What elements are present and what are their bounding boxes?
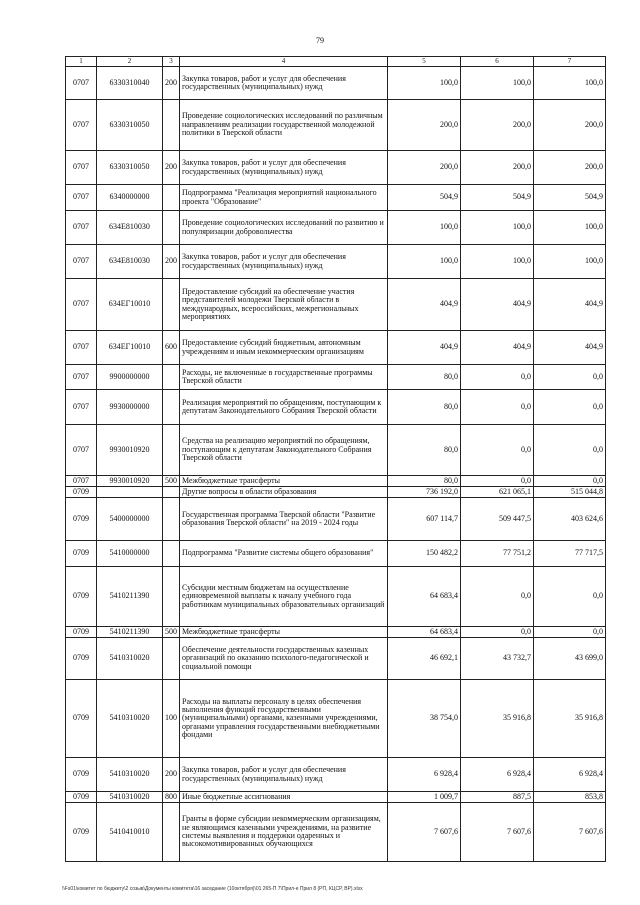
expense-type-cell xyxy=(163,390,180,425)
amount-year1-cell: 80,0 xyxy=(388,390,461,425)
amount-year1-cell: 80,0 xyxy=(388,365,461,390)
expense-type-cell: 100 xyxy=(163,680,180,758)
amount-year3-cell: 6 928,4 xyxy=(534,758,606,792)
item-name-cell: Закупка товаров, работ и услуг для обеспечения государственных (муниципальных) нужд xyxy=(180,758,388,792)
amount-year1-cell: 404,9 xyxy=(388,331,461,365)
item-name-cell: Предоставление субсидий на обеспечение участия представителей молодежи Тверской области в международных, всероссийских, межрегиональных мероприятиях xyxy=(180,279,388,331)
amount-year1-cell: 404,9 xyxy=(388,279,461,331)
amount-year3-cell: 404,9 xyxy=(534,279,606,331)
table-row xyxy=(66,541,606,567)
target-article-cell: 6330310040 xyxy=(97,67,163,100)
table-row xyxy=(66,67,606,100)
amount-year1-cell: 736 192,0 xyxy=(388,487,461,498)
column-number-row xyxy=(66,57,606,67)
table-row xyxy=(66,476,606,487)
section-code-cell: 0707 xyxy=(66,365,97,390)
amount-year3-cell: 0,0 xyxy=(534,425,606,476)
item-name-cell: Расходы, не включенные в государственные программы Тверской области xyxy=(180,365,388,390)
amount-year2-cell: 504,9 xyxy=(461,185,534,211)
column-number: 3 xyxy=(163,57,180,67)
target-article-cell: 6330310050 xyxy=(97,100,163,151)
amount-year1-cell: 100,0 xyxy=(388,211,461,245)
target-article-cell xyxy=(97,487,163,498)
amount-year3-cell: 853,8 xyxy=(534,792,606,803)
table-row xyxy=(66,680,606,758)
amount-year1-cell: 504,9 xyxy=(388,185,461,211)
table-row xyxy=(66,758,606,792)
item-name-cell: Иные бюджетные ассигнования xyxy=(180,792,388,803)
target-article-cell: 634E810030 xyxy=(97,211,163,245)
section-code-cell: 0709 xyxy=(66,627,97,638)
target-article-cell: 6330310050 xyxy=(97,151,163,185)
file-path-footer: \\Fs01\комитет по бюджету\2 созыв\Документы комитета\16 заседание (10октября)\01 265-П 7\Прил-е Прил 8 (РП, КЦСР, ВР).xlsx xyxy=(62,886,363,892)
expense-type-cell xyxy=(163,498,180,541)
expense-type-cell xyxy=(163,567,180,627)
table-row xyxy=(66,245,606,279)
expense-type-cell: 200 xyxy=(163,151,180,185)
section-code-cell: 0709 xyxy=(66,498,97,541)
section-code-cell: 0709 xyxy=(66,680,97,758)
amount-year3-cell: 0,0 xyxy=(534,627,606,638)
amount-year2-cell: 0,0 xyxy=(461,627,534,638)
item-name-cell: Подпрограмма "Реализация мероприятий национального проекта "Образование" xyxy=(180,185,388,211)
table-row xyxy=(66,627,606,638)
expense-type-cell xyxy=(163,185,180,211)
expense-type-cell xyxy=(163,365,180,390)
item-name-cell: Межбюджетные трансферты xyxy=(180,476,388,487)
amount-year2-cell: 100,0 xyxy=(461,245,534,279)
expense-type-cell xyxy=(163,803,180,862)
amount-year2-cell: 43 732,7 xyxy=(461,638,534,680)
target-article-cell: 5410000000 xyxy=(97,541,163,567)
target-article-cell: 634ЕГ10010 xyxy=(97,331,163,365)
expense-type-cell: 500 xyxy=(163,476,180,487)
item-name-cell: Государственная программа Тверской области "Развитие образования Тверской области" на 2019 - 2024 годы xyxy=(180,498,388,541)
section-code-cell: 0709 xyxy=(66,567,97,627)
item-name-cell: Обеспечение деятельности государственных казенных организаций по оказанию психолого-педагогической и социальной помощи xyxy=(180,638,388,680)
section-code-cell: 0707 xyxy=(66,476,97,487)
amount-year3-cell: 7 607,6 xyxy=(534,803,606,862)
section-code-cell: 0709 xyxy=(66,758,97,792)
section-code-cell: 0709 xyxy=(66,487,97,498)
section-code-cell: 0707 xyxy=(66,279,97,331)
target-article-cell: 634ЕГ10010 xyxy=(97,279,163,331)
table-row xyxy=(66,425,606,476)
target-article-cell: 5410410010 xyxy=(97,803,163,862)
amount-year3-cell: 504,9 xyxy=(534,185,606,211)
amount-year3-cell: 100,0 xyxy=(534,245,606,279)
amount-year2-cell: 0,0 xyxy=(461,365,534,390)
item-name-cell: Подпрограмма "Развитие системы общего образования" xyxy=(180,541,388,567)
amount-year3-cell: 0,0 xyxy=(534,567,606,627)
expense-type-cell xyxy=(163,487,180,498)
expense-type-cell xyxy=(163,279,180,331)
table-row xyxy=(66,567,606,627)
column-number: 4 xyxy=(180,57,388,67)
amount-year1-cell: 80,0 xyxy=(388,476,461,487)
amount-year2-cell: 404,9 xyxy=(461,331,534,365)
amount-year2-cell: 7 607,6 xyxy=(461,803,534,862)
item-name-cell: Предоставление субсидий бюджетным, автономным учреждениям и иным некоммерческим организациям xyxy=(180,331,388,365)
column-number: 7 xyxy=(534,57,606,67)
column-number: 2 xyxy=(97,57,163,67)
amount-year1-cell: 6 928,4 xyxy=(388,758,461,792)
amount-year1-cell: 200,0 xyxy=(388,151,461,185)
column-number: 1 xyxy=(66,57,97,67)
table-row xyxy=(66,498,606,541)
expense-type-cell: 200 xyxy=(163,758,180,792)
item-name-cell: Межбюджетные трансферты xyxy=(180,627,388,638)
amount-year1-cell: 100,0 xyxy=(388,245,461,279)
column-number: 5 xyxy=(388,57,461,67)
amount-year2-cell: 0,0 xyxy=(461,425,534,476)
table-row xyxy=(66,487,606,498)
amount-year1-cell: 100,0 xyxy=(388,67,461,100)
amount-year2-cell: 6 928,4 xyxy=(461,758,534,792)
section-code-cell: 0707 xyxy=(66,67,97,100)
amount-year1-cell: 200,0 xyxy=(388,100,461,151)
amount-year3-cell: 43 699,0 xyxy=(534,638,606,680)
table-row xyxy=(66,151,606,185)
expense-type-cell xyxy=(163,211,180,245)
amount-year2-cell: 0,0 xyxy=(461,567,534,627)
target-article-cell: 634E810030 xyxy=(97,245,163,279)
amount-year3-cell: 0,0 xyxy=(534,476,606,487)
expense-type-cell xyxy=(163,100,180,151)
table-row xyxy=(66,792,606,803)
amount-year3-cell: 100,0 xyxy=(534,67,606,100)
amount-year3-cell: 403 624,6 xyxy=(534,498,606,541)
expense-type-cell: 600 xyxy=(163,331,180,365)
amount-year2-cell: 77 751,2 xyxy=(461,541,534,567)
amount-year2-cell: 0,0 xyxy=(461,390,534,425)
section-code-cell: 0709 xyxy=(66,803,97,862)
section-code-cell: 0709 xyxy=(66,792,97,803)
item-name-cell: Проведение социологических исследований по различным направлениям реализации государственной молодежной политики в Тверской области xyxy=(180,100,388,151)
section-code-cell: 0707 xyxy=(66,100,97,151)
item-name-cell: Проведение социологических исследований по развитию и популяризации добровольчества xyxy=(180,211,388,245)
expense-type-cell: 500 xyxy=(163,627,180,638)
expense-type-cell: 800 xyxy=(163,792,180,803)
target-article-cell: 9900000000 xyxy=(97,365,163,390)
item-name-cell: Закупка товаров, работ и услуг для обеспечения государственных (муниципальных) нужд xyxy=(180,67,388,100)
amount-year3-cell: 200,0 xyxy=(534,151,606,185)
expense-type-cell xyxy=(163,541,180,567)
section-code-cell: 0707 xyxy=(66,211,97,245)
expense-type-cell: 200 xyxy=(163,245,180,279)
target-article-cell: 5410211390 xyxy=(97,627,163,638)
target-article-cell: 9930010920 xyxy=(97,476,163,487)
item-name-cell: Другие вопросы в области образования xyxy=(180,487,388,498)
amount-year1-cell: 1 009,7 xyxy=(388,792,461,803)
target-article-cell: 5410310020 xyxy=(97,792,163,803)
table-row xyxy=(66,365,606,390)
item-name-cell: Закупка товаров, работ и услуг для обеспечения государственных (муниципальных) нужд xyxy=(180,151,388,185)
expense-type-cell: 200 xyxy=(163,67,180,100)
target-article-cell: 5410310020 xyxy=(97,638,163,680)
amount-year3-cell: 100,0 xyxy=(534,211,606,245)
section-code-cell: 0707 xyxy=(66,185,97,211)
amount-year2-cell: 100,0 xyxy=(461,67,534,100)
amount-year1-cell: 64 683,4 xyxy=(388,627,461,638)
amount-year1-cell: 64 683,4 xyxy=(388,567,461,627)
target-article-cell: 5400000000 xyxy=(97,498,163,541)
table-row xyxy=(66,185,606,211)
section-code-cell: 0707 xyxy=(66,151,97,185)
amount-year1-cell: 80,0 xyxy=(388,425,461,476)
amount-year2-cell: 200,0 xyxy=(461,151,534,185)
target-article-cell: 5410310020 xyxy=(97,680,163,758)
section-code-cell: 0707 xyxy=(66,331,97,365)
amount-year2-cell: 887,5 xyxy=(461,792,534,803)
amount-year1-cell: 7 607,6 xyxy=(388,803,461,862)
amount-year3-cell: 0,0 xyxy=(534,365,606,390)
budget-table xyxy=(65,56,606,862)
table-row xyxy=(66,331,606,365)
amount-year2-cell: 404,9 xyxy=(461,279,534,331)
table-row xyxy=(66,211,606,245)
amount-year1-cell: 150 482,2 xyxy=(388,541,461,567)
amount-year3-cell: 77 717,5 xyxy=(534,541,606,567)
target-article-cell: 9930000000 xyxy=(97,390,163,425)
item-name-cell: Закупка товаров, работ и услуг для обеспечения государственных (муниципальных) нужд xyxy=(180,245,388,279)
amount-year3-cell: 0,0 xyxy=(534,390,606,425)
section-code-cell: 0709 xyxy=(66,541,97,567)
amount-year2-cell: 35 916,8 xyxy=(461,680,534,758)
target-article-cell: 9930010920 xyxy=(97,425,163,476)
section-code-cell: 0707 xyxy=(66,390,97,425)
expense-type-cell xyxy=(163,638,180,680)
amount-year3-cell: 515 044,8 xyxy=(534,487,606,498)
target-article-cell: 5410310020 xyxy=(97,758,163,792)
table-row xyxy=(66,279,606,331)
amount-year3-cell: 35 916,8 xyxy=(534,680,606,758)
section-code-cell: 0707 xyxy=(66,245,97,279)
item-name-cell: Средства на реализацию мероприятий по обращениям, поступающим к депутатам Законодательного Собрания Тверской области xyxy=(180,425,388,476)
amount-year1-cell: 38 754,0 xyxy=(388,680,461,758)
amount-year2-cell: 621 065,1 xyxy=(461,487,534,498)
column-number: 6 xyxy=(461,57,534,67)
amount-year3-cell: 200,0 xyxy=(534,100,606,151)
section-code-cell: 0709 xyxy=(66,638,97,680)
amount-year3-cell: 404,9 xyxy=(534,331,606,365)
item-name-cell: Реализация мероприятий по обращениям, поступающим к депутатам Законодательного Собрания Тверской области xyxy=(180,390,388,425)
amount-year2-cell: 0,0 xyxy=(461,476,534,487)
amount-year1-cell: 46 692,1 xyxy=(388,638,461,680)
item-name-cell: Субсидии местным бюджетам на осуществление единовременной выплаты к началу учебного года работникам муниципальных образовательных организаций xyxy=(180,567,388,627)
amount-year1-cell: 607 114,7 xyxy=(388,498,461,541)
table-row xyxy=(66,638,606,680)
page-number: 79 xyxy=(316,36,324,45)
item-name-cell: Гранты в форме субсидии некоммерческим организациям, не являющимся казенными учреждениями, на развитие системы выявления и поддержки одаренных и высокомотивированных обучающихся xyxy=(180,803,388,862)
amount-year2-cell: 100,0 xyxy=(461,211,534,245)
amount-year2-cell: 509 447,5 xyxy=(461,498,534,541)
item-name-cell: Расходы на выплаты персоналу в целях обеспечения выполнения функций государственными (муниципальными) органами, казенными учреждениями, органами управления государственными внебюджетными фондами xyxy=(180,680,388,758)
target-article-cell: 5410211390 xyxy=(97,567,163,627)
expense-type-cell xyxy=(163,425,180,476)
table-row xyxy=(66,803,606,862)
amount-year2-cell: 200,0 xyxy=(461,100,534,151)
section-code-cell: 0707 xyxy=(66,425,97,476)
table-row xyxy=(66,100,606,151)
table-row xyxy=(66,390,606,425)
target-article-cell: 6340000000 xyxy=(97,185,163,211)
